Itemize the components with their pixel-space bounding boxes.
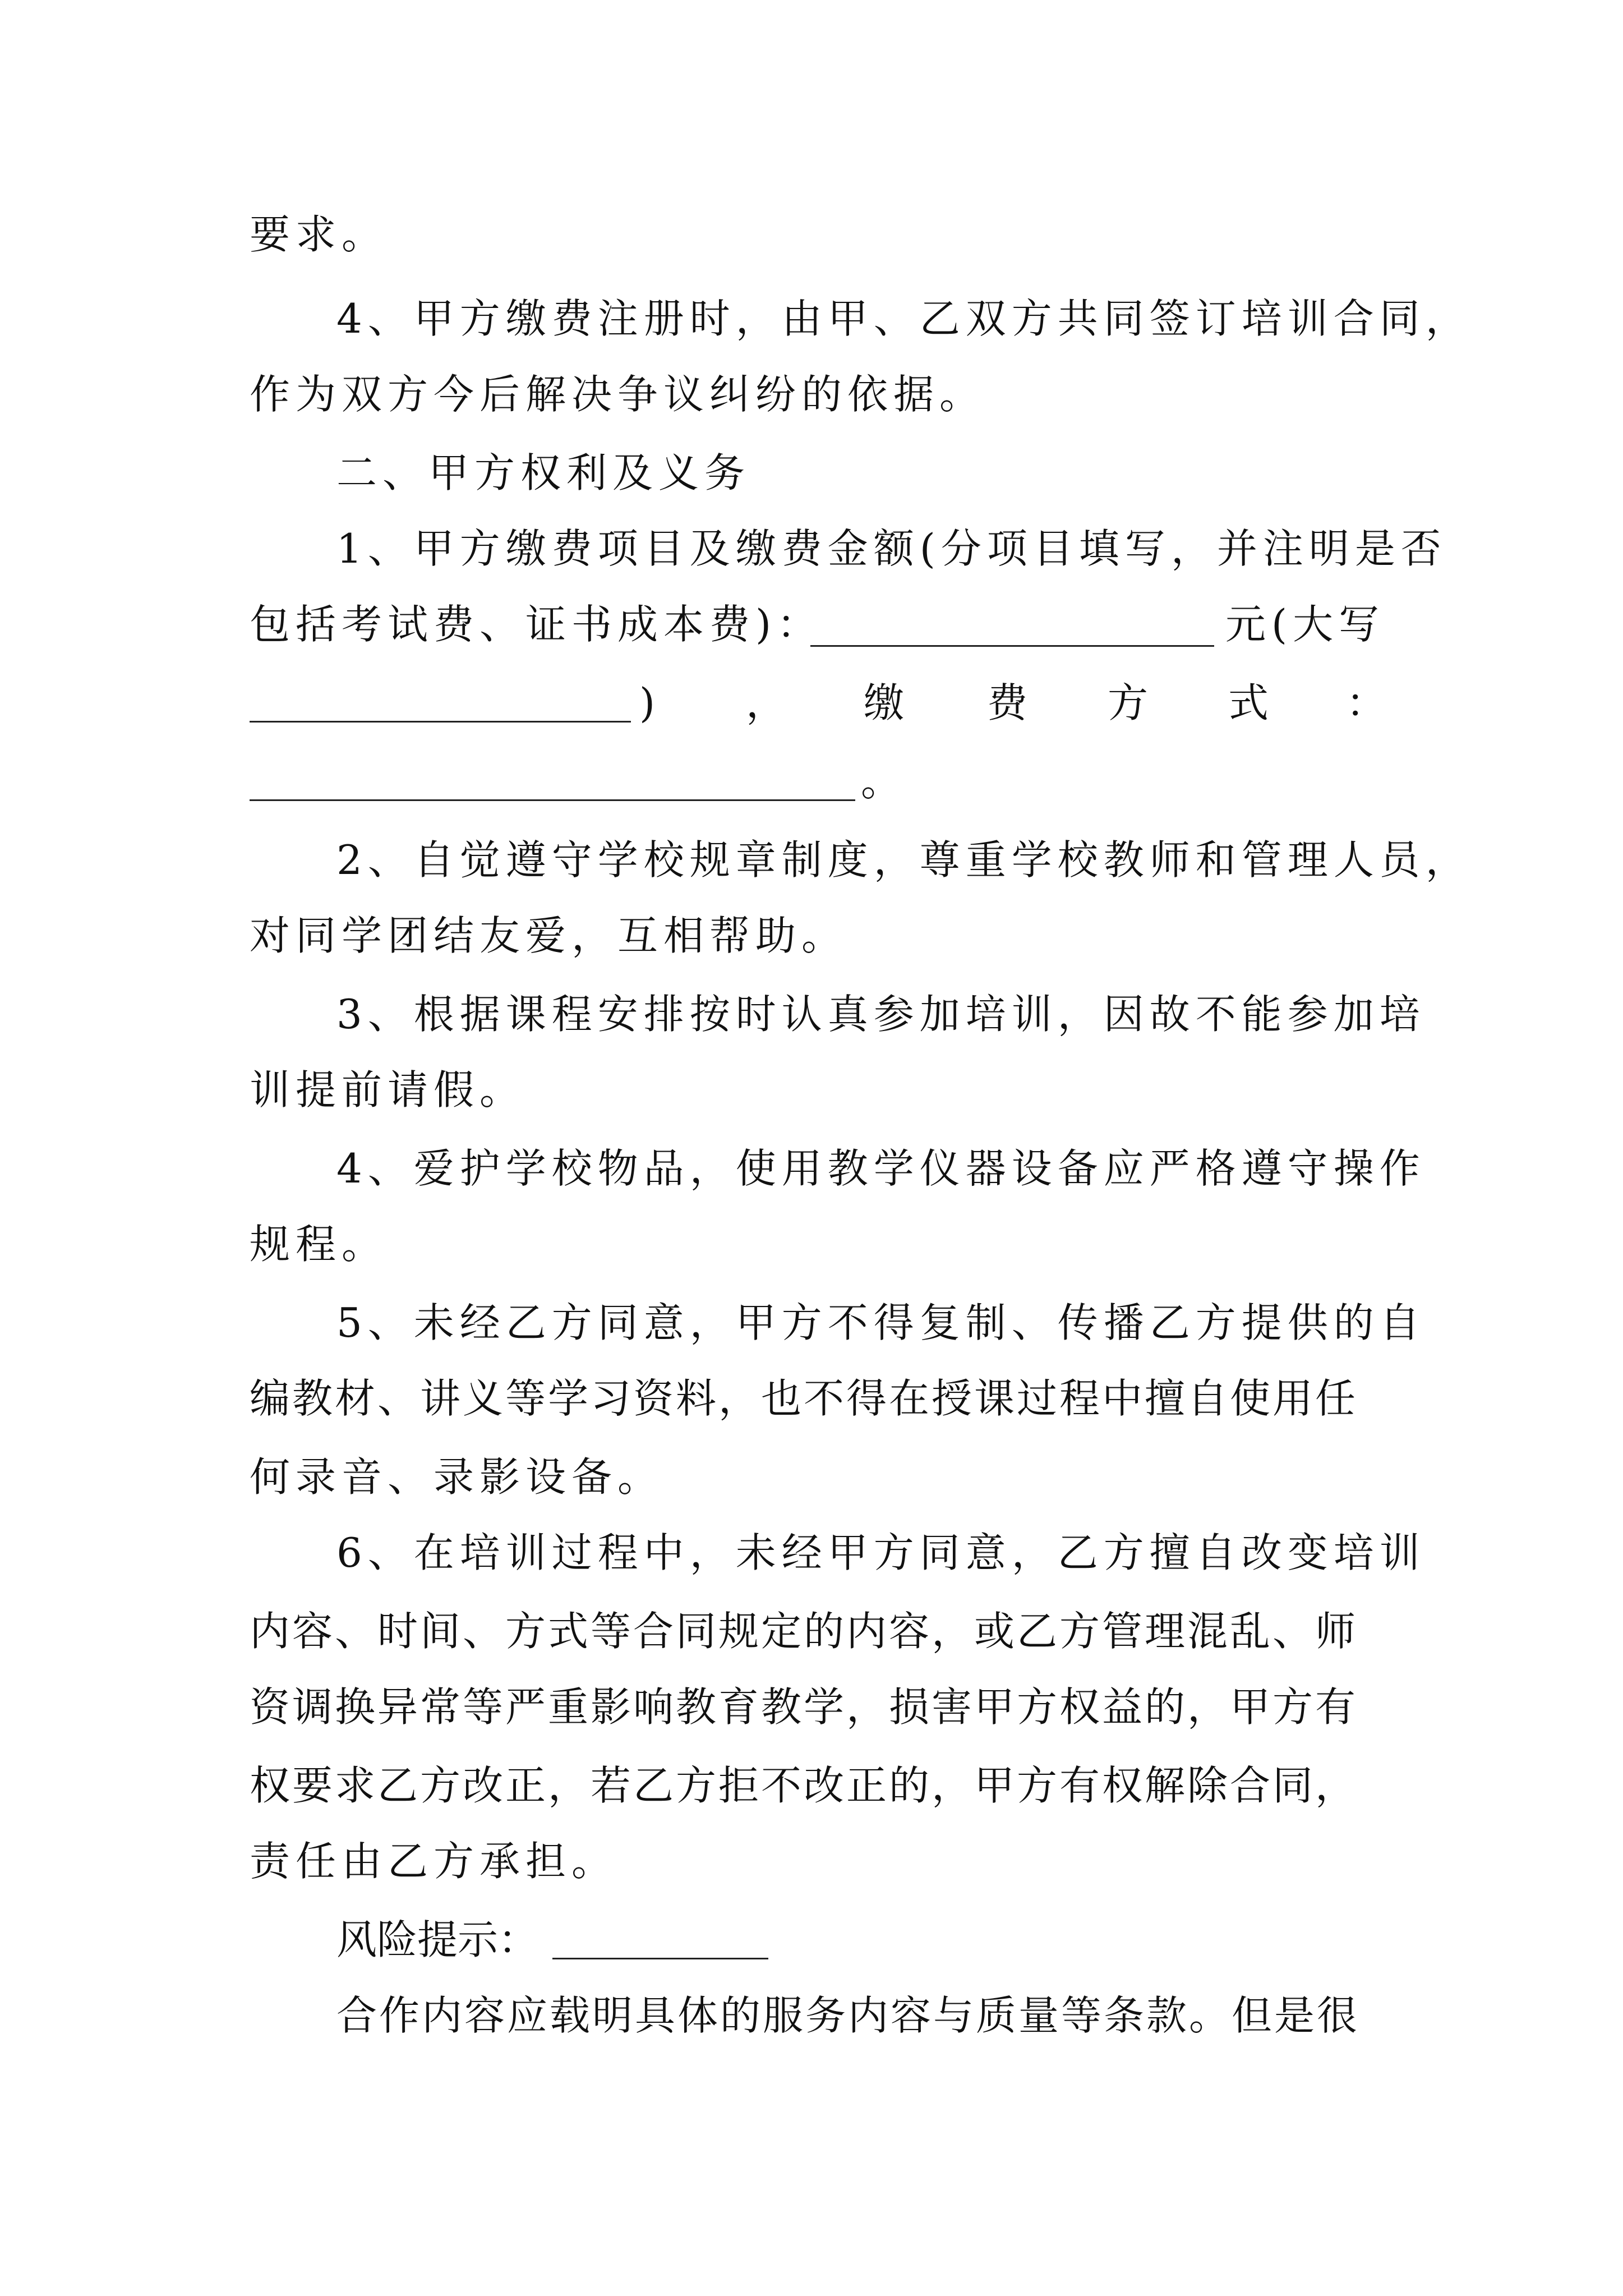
- text-line: ：: [1346, 679, 1387, 726]
- section-heading: 二、甲方权利及义务: [336, 449, 751, 496]
- text-line: 编教材、讲义等学习资料，也不得在授课过程中擅自使用任: [250, 1375, 1358, 1422]
- text-line: 包括考试费、证书成本费)：: [250, 601, 823, 648]
- text-line: 规程。: [250, 1221, 388, 1268]
- text-line: 元(大写: [1225, 601, 1385, 648]
- text-line: ): [639, 679, 656, 726]
- text-line: 2、自觉遵守学校规章制度，尊重学校教师和管理人员，: [336, 836, 1472, 884]
- text-line: 对同学团结友爱，互相帮助。: [250, 912, 848, 959]
- text-line: 内容、时间、方式等合同规定的内容，或乙方管理混乱、师: [250, 1608, 1358, 1655]
- text-line: 费: [987, 679, 1028, 726]
- text-line: 4、甲方缴费注册时，由甲、乙双方共同签订培训合同，: [336, 295, 1472, 342]
- text-line: ，: [746, 679, 787, 726]
- text-line: 4、爱护学校物品，使用教学仪器设备应严格遵守操作: [336, 1145, 1426, 1192]
- text-line: 6、在培训过程中，未经甲方同意，乙方擅自改变培训: [336, 1529, 1426, 1576]
- text-line: 作为双方今后解决争议纠纷的依据。: [250, 371, 986, 418]
- fill-in-blank-uppercase-amount[interactable]: [250, 721, 631, 723]
- text-line: 方: [1108, 679, 1149, 726]
- text-line: 资调换异常等严重影响教育教学，损害甲方权益的，甲方有: [250, 1683, 1358, 1731]
- text-line: 何录音、录影设备。: [250, 1453, 664, 1501]
- text-line: 训提前请假。: [250, 1066, 526, 1114]
- text-line: 。: [861, 758, 902, 805]
- text-line: 缴: [864, 679, 905, 726]
- fill-in-blank-amount[interactable]: [810, 645, 1214, 647]
- text-line: 1、甲方缴费项目及缴费金额(分项目填写，并注明是否: [336, 525, 1447, 572]
- risk-label: 风险提示：: [336, 1916, 539, 1963]
- text-line: 要求。: [250, 211, 388, 258]
- text-line: 5、未经乙方同意，甲方不得复制、传播乙方提供的自: [336, 1299, 1426, 1346]
- fill-in-blank-payment-method[interactable]: [250, 799, 855, 801]
- text-line: 责任由乙方承担。: [250, 1838, 618, 1885]
- text-line: 权要求乙方改正，若乙方拒不改正的，甲方有权解除合同，: [250, 1762, 1358, 1809]
- text-line: 3、根据课程安排按时认真参加培训，因故不能参加培: [336, 991, 1426, 1038]
- text-line: 合作内容应载明具体的服务内容与质量等条款。但是很: [336, 1992, 1360, 2039]
- fill-in-blank-risk[interactable]: [552, 1958, 768, 1959]
- text-line: 式: [1228, 679, 1269, 726]
